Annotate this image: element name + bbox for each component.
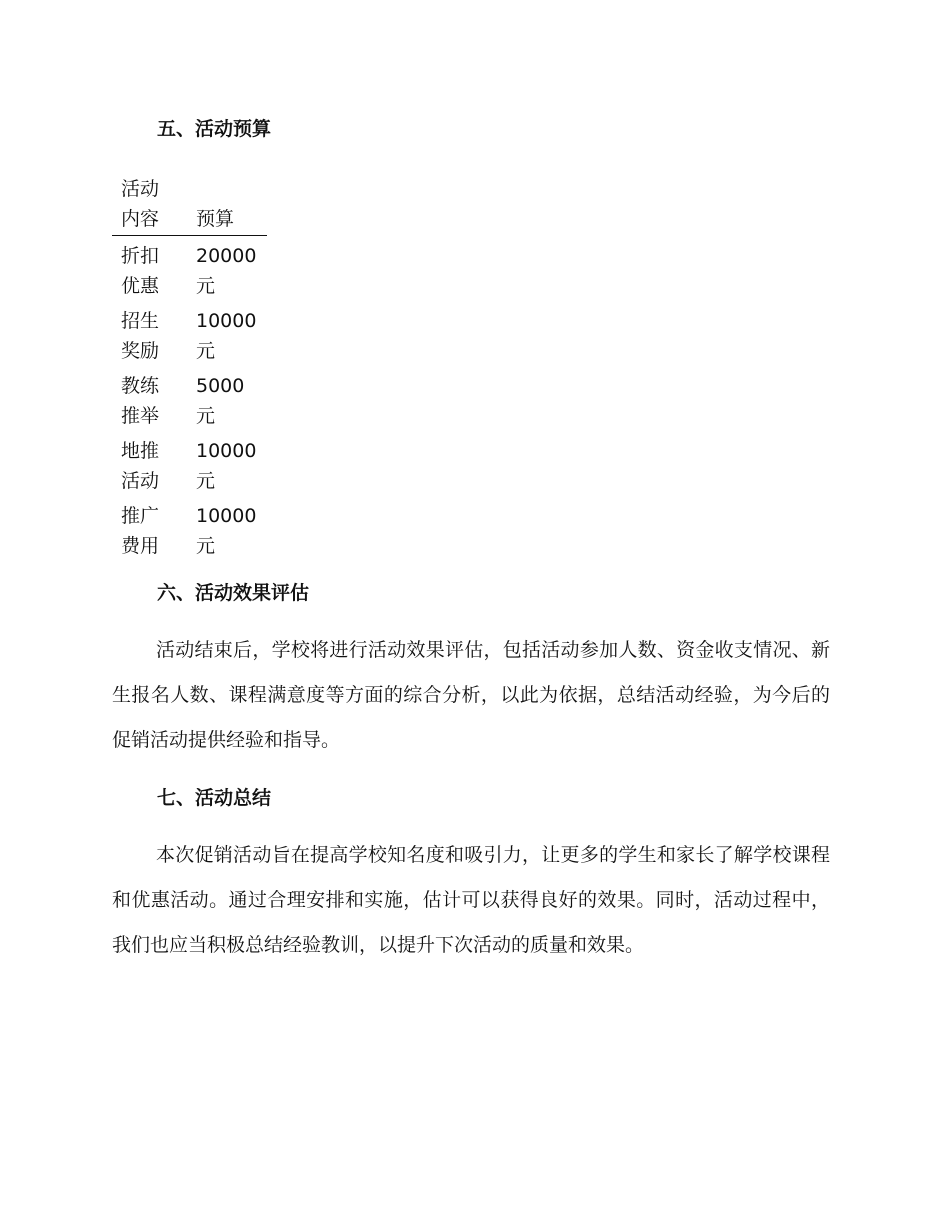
row-item-line-2: 奖励 [121, 340, 160, 362]
table-row [112, 301, 267, 366]
row-budget-unit: 元 [196, 535, 216, 557]
header-budget-line-1: 预算 [196, 208, 235, 230]
row-item-line-2: 费用 [121, 535, 160, 557]
header-budget [196, 174, 267, 236]
row-budget [196, 301, 267, 366]
row-budget [196, 366, 267, 431]
row-budget-unit: 元 [196, 405, 216, 427]
row-budget [196, 431, 267, 496]
row-item-line-2: 推举 [121, 405, 160, 427]
evaluation-paragraph: 活动结束后，学校将进行活动效果评估，包括活动参加人数、资金收支情况、新生报名人数、课程满意度等方面的综合分析，以此为依据，总结活动经验，为今后的促销活动提供经验和指导。 [112, 639, 830, 751]
row-budget-amount: 10000 [196, 310, 257, 332]
row-item-line-1: 招生 [121, 310, 160, 332]
row-item [112, 431, 196, 496]
row-budget-unit: 元 [196, 470, 216, 492]
row-budget [196, 496, 267, 561]
table-row [112, 236, 267, 302]
header-activity-line-1: 活动 [121, 178, 160, 200]
budget-table [112, 174, 267, 561]
row-item-line-1: 地推 [121, 440, 160, 462]
table-row [112, 431, 267, 496]
row-item [112, 236, 196, 302]
row-item-line-1: 教练 [121, 375, 160, 397]
summary-paragraph: 本次促销活动旨在提高学校知名度和吸引力，让更多的学生和家长了解学校课程和优惠活动。通过合理安排和实施，估计可以获得良好的效果。同时，活动过程中，我们也应当积极总结经验教训，以提升下次活动的质量和效果。 [112, 844, 830, 956]
row-budget-amount: 10000 [196, 505, 257, 527]
row-budget-unit: 元 [196, 275, 216, 297]
table-row [112, 366, 267, 431]
row-budget-amount: 20000 [196, 245, 257, 267]
row-budget [196, 236, 267, 302]
row-budget-amount: 10000 [196, 440, 257, 462]
row-item [112, 366, 196, 431]
section-heading-evaluation: 六、活动效果评估 [157, 582, 310, 604]
header-activity-content [112, 174, 196, 236]
section-heading-summary: 七、活动总结 [157, 787, 272, 809]
table-row [112, 496, 267, 561]
row-budget-amount: 5000 [196, 375, 245, 397]
row-item-line-2: 优惠 [121, 275, 160, 297]
budget-table-header-row [112, 174, 267, 236]
row-item-line-1: 折扣 [121, 245, 160, 267]
row-item-line-1: 推广 [121, 505, 160, 527]
row-item [112, 301, 196, 366]
row-budget-unit: 元 [196, 340, 216, 362]
section-heading-budget: 五、活动预算 [157, 118, 272, 140]
row-item [112, 496, 196, 561]
header-activity-line-2: 内容 [121, 208, 160, 230]
row-item-line-2: 活动 [121, 470, 160, 492]
